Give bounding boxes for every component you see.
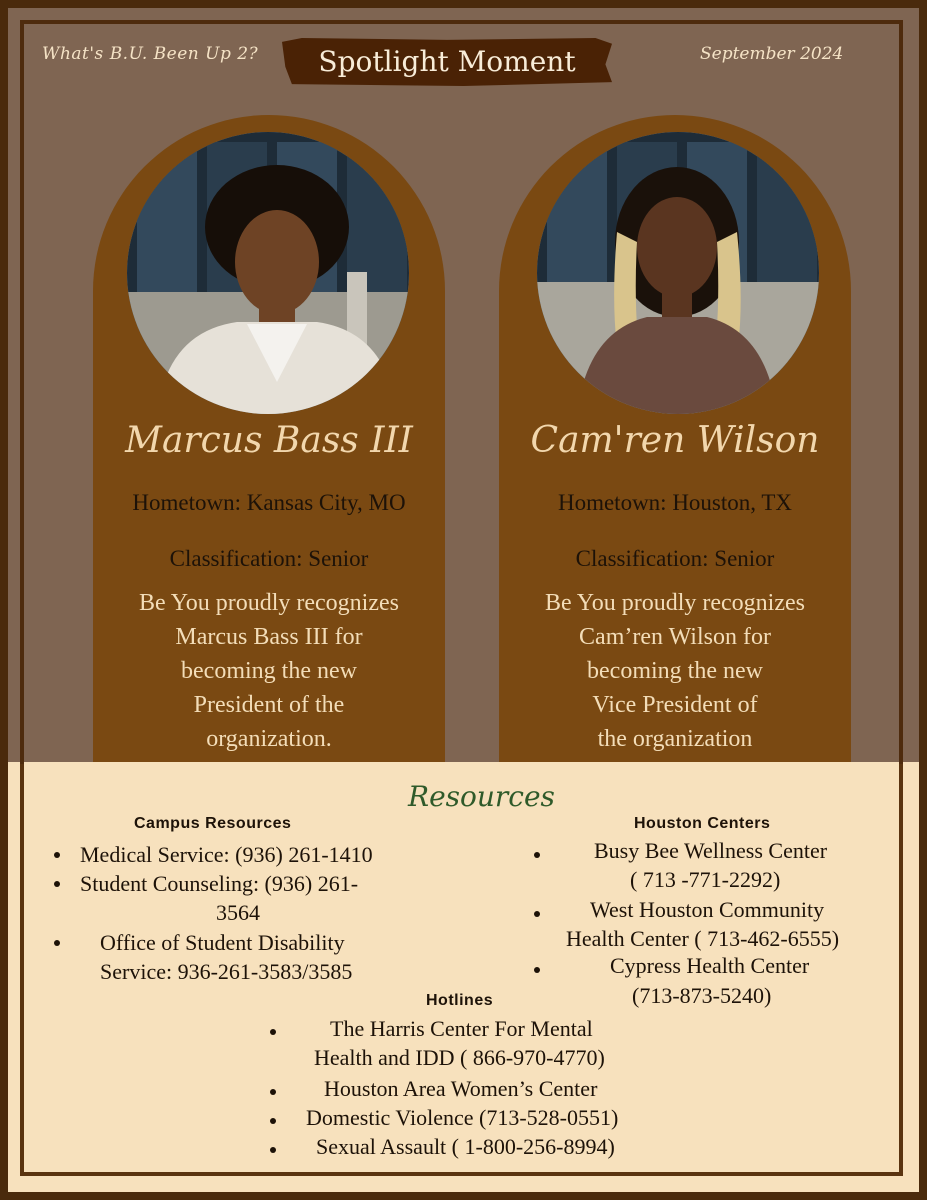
houston-center-line: (713-873-5240)	[632, 983, 772, 1008]
profile-classification-camren: Classification: Senior	[575, 546, 775, 571]
bullet	[54, 940, 60, 946]
houston-centers-heading: Houston Centers	[634, 815, 771, 832]
blurb-line: President of the	[193, 692, 345, 718]
hotline-line: Health and IDD ( 866-970-4770)	[314, 1045, 605, 1070]
profile-classification-marcus: Classification: Senior	[169, 546, 369, 571]
profile-hometown-marcus: Hometown: Kansas City, MO	[132, 490, 406, 515]
profile-name-camren: Cam'ren Wilson	[530, 420, 820, 461]
houston-center-line: ( 713 -771-2292)	[630, 867, 781, 892]
blurb-line: Cam’ren Wilson for	[579, 624, 771, 650]
page-title: Spotlight Moment	[318, 45, 576, 78]
profile-photo-marcus	[127, 132, 409, 414]
bullet	[534, 967, 540, 973]
hotlines-heading: Hotlines	[426, 992, 494, 1009]
blurb-line: Be You proudly recognizes	[139, 590, 399, 616]
houston-center-line: Busy Bee Wellness Center	[594, 838, 828, 863]
houston-center-line: West Houston Community	[590, 897, 825, 922]
blurb-line: Be You proudly recognizes	[545, 590, 805, 616]
newsletter-tagline: What's B.U. Been Up 2?	[42, 44, 259, 64]
bullet	[534, 911, 540, 917]
blurb-line: becoming the new	[181, 658, 357, 684]
campus-resource-line: Service: 936-261-3583/3585	[100, 959, 353, 984]
bullet	[54, 852, 60, 858]
bullet	[270, 1089, 276, 1095]
profile-blurb-marcus	[93, 586, 445, 756]
hotline-line: The Harris Center For Mental	[330, 1016, 593, 1041]
campus-resource-line: 3564	[216, 900, 260, 925]
bullet	[534, 852, 540, 858]
profile-photo-camren	[537, 132, 819, 414]
campus-resource-line: Medical Service: (936) 261-1410	[80, 842, 373, 867]
bullet	[270, 1147, 276, 1153]
blurb-line: Marcus Bass III for	[175, 624, 363, 650]
blurb-line: Vice President of	[592, 692, 758, 718]
profile-name-marcus: Marcus Bass III	[125, 420, 413, 461]
campus-resource-line: Office of Student Disability	[100, 930, 345, 955]
blurb-line: the organization	[597, 726, 753, 752]
bullet	[270, 1118, 276, 1124]
issue-date: September 2024	[700, 44, 844, 64]
campus-resources-heading: Campus Resources	[134, 815, 292, 832]
profile-blurb-camren	[499, 586, 851, 756]
houston-center-line: Health Center ( 713-462-6555)	[566, 926, 840, 951]
hotline-line: Sexual Assault ( 1-800-256-8994)	[316, 1134, 615, 1159]
bullet	[270, 1029, 276, 1035]
profile-hometown-camren: Hometown: Houston, TX	[557, 490, 793, 515]
hotline-line: Houston Area Women’s Center	[324, 1076, 598, 1101]
campus-resource-line: Student Counseling: (936) 261-	[80, 871, 359, 896]
hotline-line: Domestic Violence (713-528-0551)	[306, 1105, 619, 1130]
houston-center-line: Cypress Health Center	[610, 953, 810, 978]
bullet	[54, 881, 60, 887]
resources-title: Resources	[408, 780, 555, 813]
blurb-line: organization.	[206, 726, 332, 752]
blurb-line: becoming the new	[587, 658, 763, 684]
